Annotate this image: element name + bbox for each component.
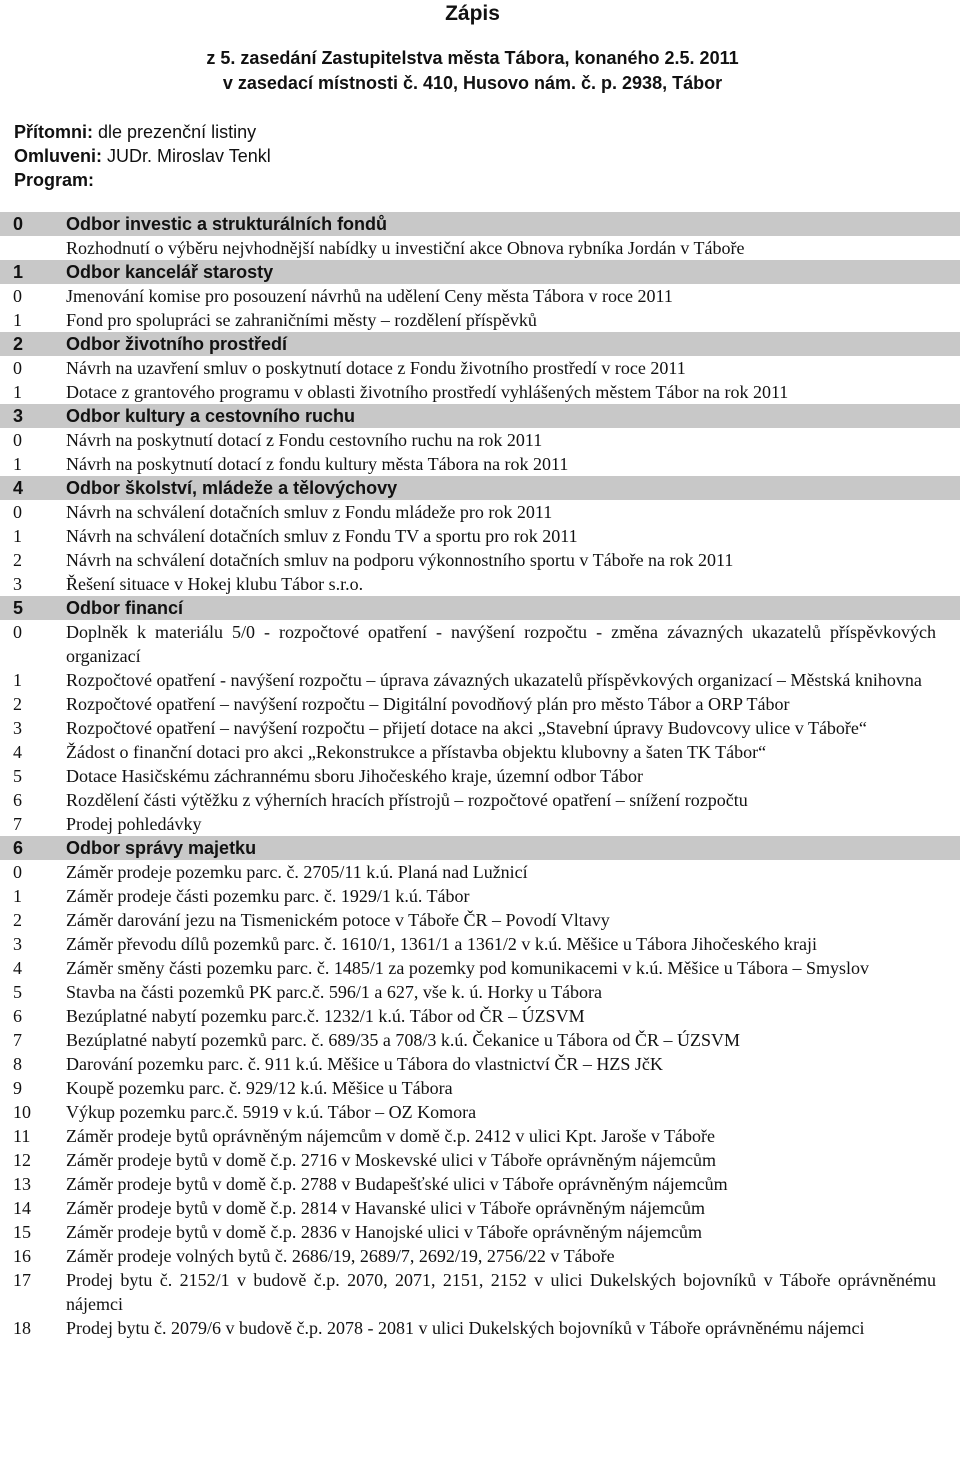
agenda-item (0, 1172, 960, 1196)
agenda-item-number: 12 (13, 1150, 31, 1170)
agenda-item-text: Prodej pohledávky (66, 814, 202, 834)
agenda-item (0, 1148, 960, 1172)
agenda-item-number (0, 236, 66, 260)
agenda-item (0, 1028, 960, 1052)
agenda-item-number: 10 (13, 1102, 31, 1122)
agenda-item-number: 1 (13, 382, 22, 402)
agenda-item-number: 1 (13, 262, 24, 282)
agenda-item (0, 1076, 960, 1100)
agenda-item-number: 8 (13, 1054, 22, 1074)
agenda-item (0, 548, 960, 572)
agenda-item-text: Odbor investic a strukturálních fondů (66, 214, 388, 234)
agenda-item (0, 500, 960, 524)
agenda-section-heading (0, 596, 960, 620)
agenda-item-number: 5 (13, 598, 24, 618)
agenda-item (0, 620, 960, 668)
agenda-item-text: Dotace Hasičskému záchrannému sboru Jihočeského kraje, územní odbor Tábor (66, 766, 643, 786)
agenda-item-text: Odbor správy majetku (66, 838, 257, 858)
agenda-item (0, 1052, 960, 1076)
agenda-item-number: 0 (13, 214, 24, 234)
agenda-item-number: 16 (13, 1246, 31, 1266)
agenda-item-text: Rozdělení části výtěžku z výherních hracích přístrojů – rozpočtové opatření – snížení rozpočtu (66, 790, 748, 810)
agenda-section-heading (0, 260, 960, 284)
agenda-item (0, 428, 960, 452)
agenda-item (0, 668, 960, 692)
agenda-item-number: 6 (13, 838, 24, 858)
agenda-item (0, 812, 960, 836)
agenda-item-text: Rozpočtové opatření – navýšení rozpočtu – přijetí dotace na akci „Stavební úpravy Budovcovy ulice v Táboře“ (66, 718, 867, 738)
agenda-item-number: 0 (13, 430, 22, 450)
agenda-list (0, 212, 960, 1340)
agenda-item (0, 764, 960, 788)
agenda-item-number: 15 (13, 1222, 31, 1242)
agenda-item-number: 3 (13, 718, 22, 738)
agenda-item-text: Koupě pozemku parc. č. 929/12 k.ú. Měšice u Tábora (66, 1078, 453, 1098)
agenda-item-text: Žádost o finanční dotaci pro akci „Rekonstrukce a přístavba objektu klubovny a šaten TK Tábor“ (66, 742, 767, 762)
agenda-item-number: 4 (13, 742, 22, 762)
agenda-item-text: Odbor životního prostředí (66, 334, 287, 354)
present-value: dle prezenční listiny (98, 122, 257, 142)
agenda-item-text: Záměr prodeje bytů v domě č.p. 2836 v Hanojské ulici v Táboře oprávněným nájemcům (66, 1222, 702, 1242)
present-label: Přítomni: (14, 122, 93, 142)
agenda-item-number: 9 (13, 1078, 22, 1098)
excused-label: Omluveni: (14, 146, 103, 166)
agenda-item-number: 6 (13, 1006, 22, 1026)
agenda-item-text: Výkup pozemku parc.č. 5919 v k.ú. Tábor – OZ Komora (66, 1102, 477, 1122)
agenda-item-text: Záměr prodeje pozemku parc. č. 2705/11 k.ú. Planá nad Lužnicí (66, 862, 528, 882)
agenda-item (0, 716, 960, 740)
agenda-item (0, 884, 960, 908)
agenda-item-number: 2 (13, 550, 22, 570)
agenda-item-text: Darování pozemku parc. č. 911 k.ú. Měšice u Tábora do vlastnictví ČR – HZS JčK (66, 1054, 663, 1074)
agenda-item-text: Záměr prodeje části pozemku parc. č. 1929/1 k.ú. Tábor (66, 886, 470, 906)
agenda-item (0, 284, 960, 308)
agenda-item (0, 1004, 960, 1028)
agenda-item-text: Rozpočtové opatření – navýšení rozpočtu – Digitální povodňový plán pro město Tábor a ORP Tábor (66, 694, 790, 714)
agenda-item (0, 932, 960, 956)
agenda-item-text: Dotace z grantového programu v oblasti životního prostředí vyhlášených městem Tábor na rok 2011 (66, 382, 789, 402)
agenda-item (0, 1268, 960, 1316)
agenda-item (0, 956, 960, 980)
agenda-item-text: Stavba na části pozemků PK parc.č. 596/1 a 627, vše k. ú. Horky u Tábora (66, 982, 603, 1002)
agenda-item-text: Návrh na schválení dotačních smluv z Fondu TV a sportu pro rok 2011 (66, 526, 578, 546)
agenda-section-heading (0, 212, 960, 236)
agenda-item-number: 17 (13, 1270, 31, 1290)
agenda-item-number: 7 (13, 814, 22, 834)
agenda-item-number: 1 (13, 526, 22, 546)
agenda-item (0, 572, 960, 596)
agenda-item-text: Bezúplatné nabytí pozemku parc.č. 1232/1 k.ú. Tábor od ČR – ÚZSVM (66, 1006, 585, 1026)
agenda-item-number: 5 (13, 982, 22, 1002)
agenda-item-number: 4 (13, 958, 22, 978)
agenda-item (0, 788, 960, 812)
agenda-item (0, 356, 960, 380)
agenda-item-number: 2 (13, 334, 24, 354)
agenda-item (0, 1316, 960, 1340)
agenda-item-text: Prodej bytu č. 2152/1 v budově č.p. 2070, 2071, 2151, 2152 v ulici Dukelských bojovníků v Táboře oprávněnému nájemci (66, 1270, 936, 1314)
agenda-item-number: 1 (13, 670, 22, 690)
agenda-item-text: Záměr převodu dílů pozemků parc. č. 1610/1, 1361/1 a 1361/2 v k.ú. Měšice u Tábora Jihočeského kraji (66, 934, 817, 954)
agenda-item (0, 860, 960, 884)
agenda-item (0, 1244, 960, 1268)
agenda-item-text: Návrh na poskytnutí dotací z fondu kultury města Tábora na rok 2011 (66, 454, 569, 474)
agenda-item (0, 380, 960, 404)
agenda-item-text: Fond pro spolupráci se zahraničními městy – rozdělení příspěvků (66, 310, 537, 330)
agenda-item (0, 1100, 960, 1124)
agenda-item-number: 6 (13, 790, 22, 810)
agenda-item-number: 1 (13, 454, 22, 474)
agenda-item-number: 14 (13, 1198, 31, 1218)
agenda-item-text: Doplněk k materiálu 5/0 - rozpočtové opatření - navýšení rozpočtu - změna závazných ukazatelů příspěvkových organizací (66, 622, 936, 666)
agenda-item-text: Bezúplatné nabytí pozemků parc. č. 689/35 a 708/3 k.ú. Čekanice u Tábora od ČR – ÚZSVM (66, 1030, 741, 1050)
agenda-item-number: 0 (13, 358, 22, 378)
location-line: v zasedací místnosti č. 410, Husovo nám. č. p. 2938, Tábor (222, 73, 723, 93)
agenda-item-number: 0 (13, 502, 22, 522)
agenda-item-number: 0 (13, 286, 22, 306)
agenda-item (0, 1124, 960, 1148)
agenda-item-number: 3 (13, 406, 24, 426)
agenda-item (0, 980, 960, 1004)
agenda-item (0, 908, 960, 932)
agenda-item-number: 1 (13, 886, 22, 906)
agenda-item-text: Záměr prodeje bytů v domě č.p. 2716 v Moskevské ulici v Táboře oprávněným nájemcům (66, 1150, 716, 1170)
present-row (14, 120, 256, 144)
agenda-item-number: 7 (13, 1030, 22, 1050)
agenda-section-heading (0, 476, 960, 500)
agenda-item-number: 2 (13, 694, 22, 714)
excused-value: JUDr. Miroslav Tenkl (107, 146, 271, 166)
agenda-item-text: Návrh na schválení dotačních smluv z Fondu mládeže pro rok 2011 (66, 502, 553, 522)
agenda-section-heading (0, 332, 960, 356)
agenda-item-number: 11 (13, 1126, 31, 1146)
agenda-item (0, 740, 960, 764)
agenda-item-text: Záměr prodeje bytů v domě č.p. 2788 v Budapešťské ulici v Táboře oprávněným nájemcům (66, 1174, 728, 1194)
agenda-item-text: Prodej bytu č. 2079/6 v budově č.p. 2078 - 2081 v ulici Dukelských bojovníků v Táboře oprávněnému nájemci (66, 1318, 865, 1338)
agenda-item-text: Rozhodnutí o výběru nejvhodnější nabídky u investiční akce Obnova rybníka Jordán v Táboře (66, 238, 745, 258)
agenda-item-number: 2 (13, 910, 22, 930)
agenda-item-text: Rozpočtové opatření - navýšení rozpočtu – úprava závazných ukazatelů příspěvkových organizací – Městská knihovna (66, 670, 922, 690)
agenda-item-text: Odbor školství, mládeže a tělovýchovy (66, 478, 398, 498)
agenda-item-number: 0 (13, 862, 22, 882)
agenda-item (0, 1220, 960, 1244)
agenda-section-heading (0, 404, 960, 428)
agenda-item-text: Návrh na uzavření smluv o poskytnutí dotace z Fondu životního prostředí v roce 2011 (66, 358, 686, 378)
agenda-item-text: Záměr prodeje volných bytů č. 2686/19, 2689/7, 2692/19, 2756/22 v Táboře (66, 1246, 615, 1266)
agenda-item-text: Odbor financí (66, 598, 183, 618)
agenda-item (0, 692, 960, 716)
agenda-item-number: 3 (13, 574, 22, 594)
agenda-item (0, 308, 960, 332)
program-row (14, 168, 94, 192)
agenda-item-text: Jmenování komise pro posouzení návrhů na udělení Ceny města Tábora v roce 2011 (66, 286, 673, 306)
document-title: Zápis (445, 2, 500, 25)
agenda-item-number: 18 (13, 1318, 31, 1338)
agenda-item (0, 452, 960, 476)
agenda-item-text: Návrh na poskytnutí dotací z Fondu cestovního ruchu na rok 2011 (66, 430, 543, 450)
agenda-item-text: Záměr prodeje bytů v domě č.p. 2814 v Havanské ulici v Táboře oprávněným nájemcům (66, 1198, 705, 1218)
agenda-item-number: 4 (13, 478, 24, 498)
agenda-item-number: 0 (13, 622, 22, 642)
agenda-item-text: Návrh na schválení dotačních smluv na podporu výkonnostního sportu v Táboře na rok 2011 (66, 550, 734, 570)
agenda-item-number: 3 (13, 934, 22, 954)
agenda-item-number: 13 (13, 1174, 31, 1194)
excused-row (14, 144, 271, 168)
agenda-section-heading (0, 836, 960, 860)
program-label: Program: (14, 170, 95, 190)
agenda-item-text: Záměr směny části pozemku parc. č. 1485/1 za pozemky pod komunikacemi v k.ú. Měšice u Tábora – Smyslov (66, 958, 869, 978)
agenda-item-number: 1 (13, 310, 22, 330)
agenda-item (0, 1196, 960, 1220)
agenda-item-number: 5 (13, 766, 22, 786)
agenda-item (0, 524, 960, 548)
session-line: z 5. zasedání Zastupitelstva města Tábora, konaného 2.5. 2011 (206, 48, 739, 68)
agenda-item-text: Odbor kancelář starosty (66, 262, 274, 282)
agenda-item (0, 236, 960, 260)
agenda-item-text: Záměr darování jezu na Tismenickém potoce v Táboře ČR – Povodí Vltavy (66, 910, 610, 930)
agenda-item-text: Záměr prodeje bytů oprávněným nájemcům v domě č.p. 2412 v ulici Kpt. Jaroše v Táboře (66, 1126, 715, 1146)
agenda-item-text: Řešení situace v Hokej klubu Tábor s.r.o. (66, 574, 364, 594)
agenda-item-text: Odbor kultury a cestovního ruchu (66, 406, 356, 426)
